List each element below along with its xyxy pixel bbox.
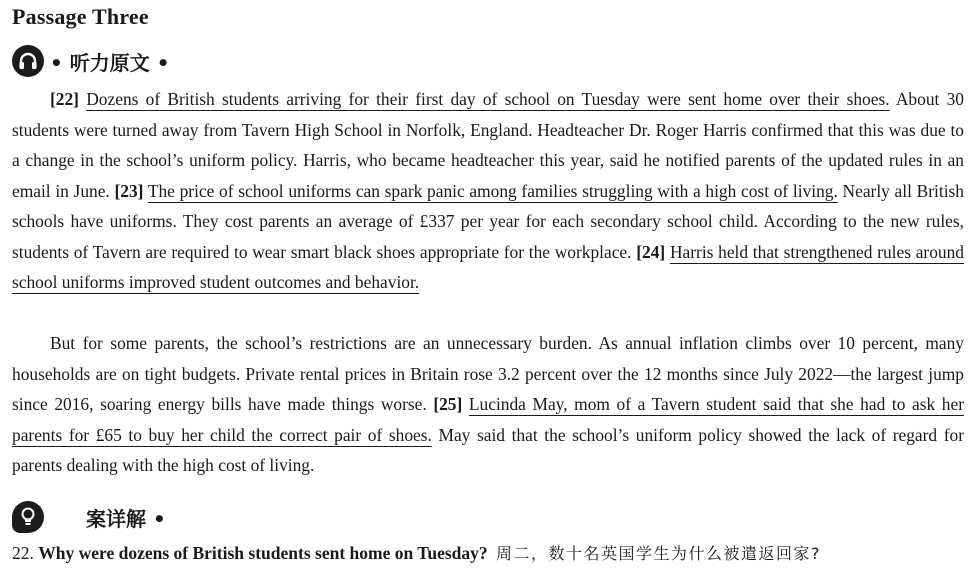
question-text: Why were dozens of British students sent home on Tuesday? [38,543,488,563]
evidence-sentence-24: Harris held that strengthened rules around school uniforms improved student outcomes and behavior. [12,241,964,292]
paragraph-text: About 30 students were turned away from Tavern High School in Norfolk, England. Headteacher Dr. Roger Harris confirmed that this was due to a change in the school’s uniform policy. Harris, who became headteacher this year, said he notified parents of the updated rules in an email in June. [12,89,964,201]
question-number: 22. [12,543,34,563]
evidence-sentence-25: Lucinda May, mom of a Tavern student said that she had to ask her parents for £65 to buy her child the correct pair of shoes. [12,394,964,445]
paragraph-text: But for some parents, the school’s restrictions are an unnecessary burden. As annual inflation climbs over 10 percent, many households are on tight budgets. Private rental prices in Britain rose 3.2 percent over the 12 months since July 2022—the largest jump since 2016, soaring energy bills have made things worse. [12,333,964,414]
transcript-section-label: • 听力原文 • [50,50,170,75]
question-translation: 周二，数十名英国学生为什么被遣返回家? [496,544,822,563]
transcript-section-header [12,44,170,78]
answer-marker-22: [22] [50,89,79,109]
transcript-paragraph-2 [12,328,964,481]
paragraph-text: May said that the school’s uniform policy showed the lack of regard for parents dealing with the high cost of living. [12,424,965,475]
answer-marker-25: [25] [433,394,463,414]
explanation-section-header [12,500,166,534]
answer-marker-24: [24] [636,241,666,262]
headphones-icon [12,45,44,77]
question-22 [12,541,821,564]
passage-title: Passage Three [12,4,149,29]
evidence-sentence-22: Dozens of British students arriving for their first day of school on Tuesday were sent home over their shoes. [86,89,890,109]
paragraph-text: Nearly all British schools have uniforms. They cost parents an average of £337 per year for each secondary school child. According to the new rules, students of Tavern are required to wear smart black shoes appropriate for the workplace. [12,180,964,262]
answer-marker-23: [23] [114,180,144,201]
evidence-sentence-23: The price of school uniforms can spark panic among families struggling with a high cost of living. [147,180,838,201]
transcript-paragraph-1 [12,84,964,298]
explanation-section-label: 案详解 • [86,506,166,531]
lightbulb-icon [12,501,44,533]
